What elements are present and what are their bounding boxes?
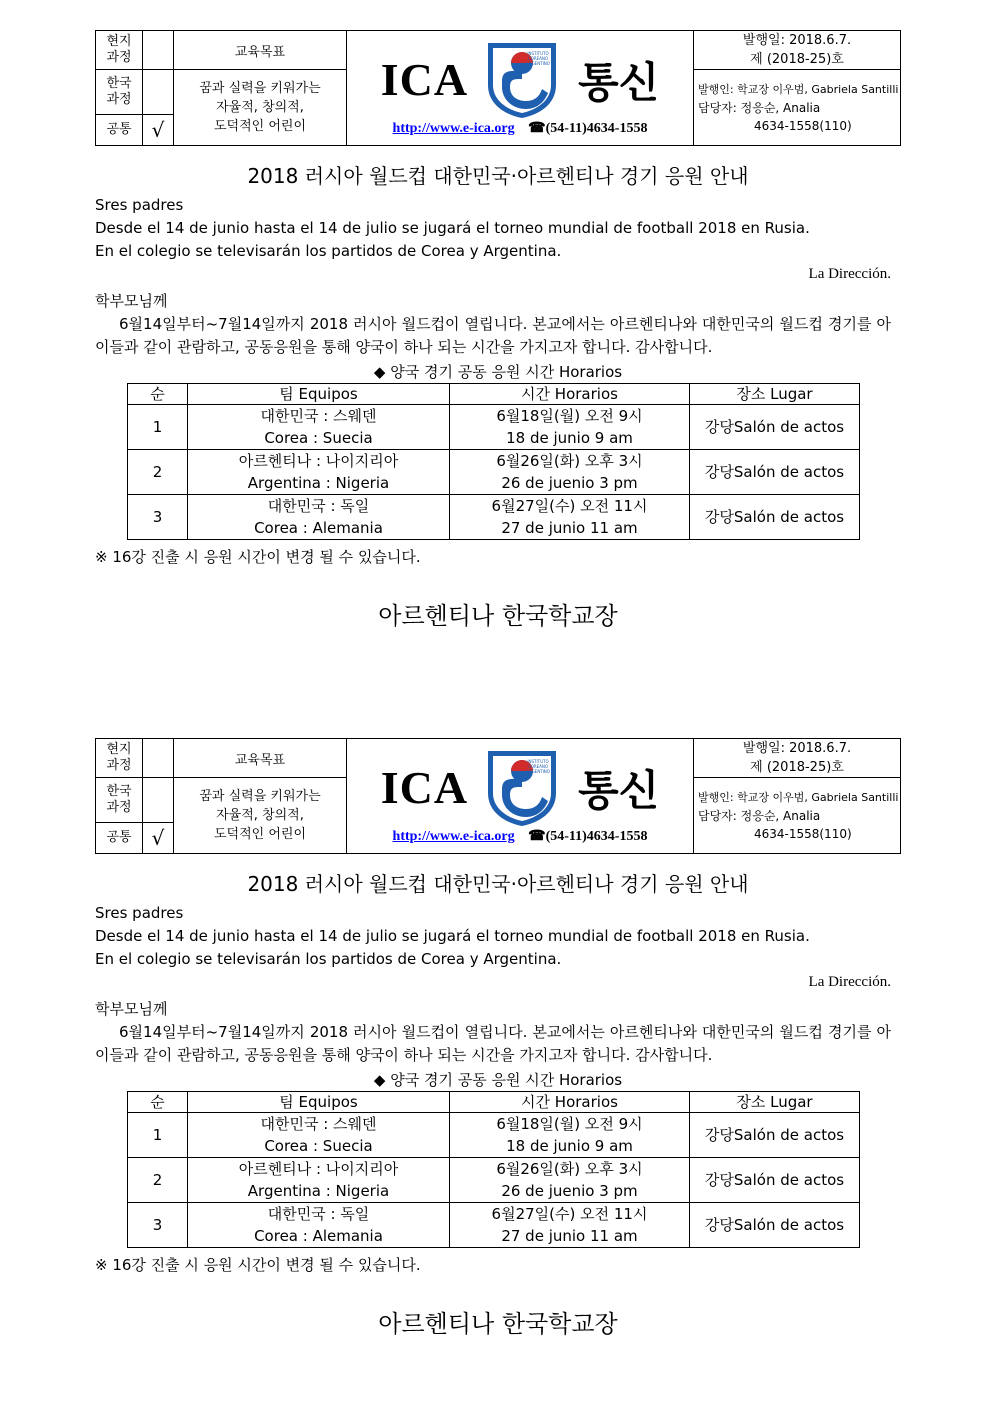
- course-label-korean: 한국 과정: [96, 70, 143, 115]
- ica-emblem-logo: [486, 749, 558, 827]
- publication-box: [694, 31, 901, 70]
- column-header: 장소 Lugar: [690, 384, 860, 405]
- time-kr: 6월18일(월) 오전 9시: [496, 1115, 643, 1133]
- row-number: 3: [128, 1203, 188, 1248]
- time-kr: 6월26일(화) 오후 3시: [496, 1160, 643, 1178]
- goal-text: [174, 70, 347, 146]
- notice-copy-bottom: [95, 738, 901, 1339]
- checkbox-common: √: [143, 823, 174, 854]
- column-header: 팀 Equipos: [188, 1092, 450, 1113]
- match-time: [450, 495, 690, 540]
- goal-line: 도덕적인 어린이: [213, 827, 307, 842]
- column-header: 시간 Horarios: [450, 384, 690, 405]
- notice-sheet: [95, 30, 901, 631]
- brand-name: ICA: [380, 54, 469, 105]
- svg-text:ARGENTINO: ARGENTINO: [526, 60, 551, 66]
- match-place: 강당Salón de actos: [690, 495, 860, 540]
- korean-body: 6월14일부터~7월14일까지 2018 러시아 월드컵이 열립니다. 본교에서는 아르헨티나와 대한민국의 월드컵 경기를 아이들과 같이 관람하고, 공동응원을 통해 양국이 하나 되는 시간을 가지고자 합니다. 감사합니다.: [95, 315, 891, 356]
- team-es: Argentina : Nigeria: [247, 1182, 390, 1200]
- match-time: [450, 1158, 690, 1203]
- goal-line: 꿈과 실력을 키워가는: [199, 81, 321, 96]
- goal-line: 도덕적인 어린이: [213, 119, 307, 134]
- match-place: 강당Salón de actos: [690, 405, 860, 450]
- match-time: [450, 1113, 690, 1158]
- spanish-greeting: Sres padres: [95, 196, 184, 214]
- time-es: 18 de junio 9 am: [506, 429, 633, 447]
- match-place: 강당Salón de actos: [690, 1113, 860, 1158]
- contact-line: [347, 828, 693, 845]
- row-number: 1: [128, 1113, 188, 1158]
- match-time: [450, 450, 690, 495]
- table-row: [128, 405, 860, 450]
- phone-number: ☎(54-11)4634-1558: [528, 828, 648, 844]
- course-label-common: 공통: [96, 115, 143, 146]
- notice-copy-top: [95, 30, 901, 631]
- goal-line: 자율적, 창의적,: [216, 808, 304, 823]
- issue-number: 제 (2018-25)호: [750, 760, 844, 775]
- ica-emblem-logo: [486, 41, 558, 119]
- checkbox-local: [143, 31, 174, 70]
- korean-greeting: 학부모님께: [95, 292, 168, 310]
- table-header-row: [128, 1092, 860, 1113]
- svg-text:ARGENTINO: ARGENTINO: [526, 768, 551, 774]
- svg-text:INSTITUTO: INSTITUTO: [527, 50, 549, 56]
- time-kr: 6월27일(수) 오전 11시: [491, 497, 648, 515]
- course-label-local: 현지 과정: [96, 31, 143, 70]
- table-row: [128, 495, 860, 540]
- spanish-line: En el colegio se televisarán los partidos de Corea y Argentina.: [95, 242, 562, 260]
- match-teams: [188, 495, 450, 540]
- match-place: 강당Salón de actos: [690, 1203, 860, 1248]
- course-label-common: 공통: [96, 823, 143, 854]
- newsletter-word: 통신: [578, 765, 660, 815]
- spanish-section: [95, 194, 901, 286]
- publication-date: 발행일: 2018.6.7.: [742, 741, 852, 756]
- schedule-title: ◆ 양국 경기 공동 응원 시간 Horarios: [373, 363, 623, 381]
- table-row: [128, 1158, 860, 1203]
- goal-line: 자율적, 창의적,: [216, 100, 304, 115]
- team-kr: 아르헨티나 : 나이지리아: [238, 1160, 399, 1178]
- spanish-signoff: La Dirección.: [808, 266, 891, 282]
- column-header: 팀 Equipos: [188, 384, 450, 405]
- table-row: [128, 1203, 860, 1248]
- team-es: Corea : Alemania: [254, 1227, 383, 1245]
- newsletter-word: 통신: [578, 57, 660, 107]
- course-label-korean: 한국 과정: [96, 778, 143, 823]
- column-header: 장소 Lugar: [690, 1092, 860, 1113]
- column-header: 순: [128, 1092, 188, 1113]
- spanish-line: En el colegio se televisarán los partidos de Corea y Argentina.: [95, 950, 562, 968]
- team-kr: 대한민국 : 독일: [267, 497, 370, 515]
- goal-line: 꿈과 실력을 키워가는: [199, 789, 321, 804]
- spanish-section: [95, 902, 901, 994]
- publication-box: [694, 739, 901, 778]
- goal-title: 교육목표: [174, 31, 347, 70]
- notice-title: 2018 러시아 월드컵 대한민국·아르헨티나 경기 응원 안내: [247, 164, 749, 188]
- team-kr: 대한민국 : 스웨덴: [260, 407, 377, 425]
- publisher-box: [694, 778, 901, 854]
- contact-person: 담당자: 정응순, Analia: [698, 808, 821, 823]
- publisher-box: [694, 70, 901, 146]
- svg-text:COREANO: COREANO: [528, 763, 549, 769]
- row-number: 2: [128, 1158, 188, 1203]
- svg-text:COREANO: COREANO: [528, 55, 549, 61]
- row-number: 3: [128, 495, 188, 540]
- match-teams: [188, 450, 450, 495]
- match-place: 강당Salón de actos: [690, 450, 860, 495]
- team-kr: 대한민국 : 독일: [267, 1205, 370, 1223]
- spanish-line: Desde el 14 de junio hasta el 14 de julio se jugará el torneo mundial de football 2018 en Rusia.: [95, 927, 810, 945]
- time-kr: 6월27일(수) 오전 11시: [491, 1205, 648, 1223]
- contact-phone: 4634-1558(110): [754, 826, 852, 841]
- schedule-note: ※ 16강 진출 시 응원 시간이 변경 될 수 있습니다.: [95, 1256, 421, 1274]
- time-es: 27 de junio 11 am: [501, 519, 638, 537]
- column-header: 순: [128, 384, 188, 405]
- korean-section: [95, 998, 901, 1067]
- schedule-title: ◆ 양국 경기 공동 응원 시간 Horarios: [373, 1071, 623, 1089]
- notice-sheet: [95, 738, 901, 1339]
- issue-number: 제 (2018-25)호: [750, 52, 844, 67]
- contact-person: 담당자: 정응순, Analia: [698, 100, 821, 115]
- match-teams: [188, 1158, 450, 1203]
- phone-number: ☎(54-11)4634-1558: [528, 120, 648, 136]
- checkbox-local: [143, 739, 174, 778]
- schedule-table: [127, 1091, 860, 1248]
- time-es: 26 de juenio 3 pm: [501, 474, 638, 492]
- time-es: 18 de junio 9 am: [506, 1137, 633, 1155]
- match-time: [450, 405, 690, 450]
- match-teams: [188, 1113, 450, 1158]
- schedule-note: ※ 16강 진출 시 응원 시간이 변경 될 수 있습니다.: [95, 548, 421, 566]
- website-link[interactable]: http://www.e-ica.org: [392, 828, 515, 844]
- column-header: 시간 Horarios: [450, 1092, 690, 1113]
- row-number: 2: [128, 450, 188, 495]
- match-teams: [188, 405, 450, 450]
- team-es: Corea : Alemania: [254, 519, 383, 537]
- time-es: 26 de juenio 3 pm: [501, 1182, 638, 1200]
- time-kr: 6월26일(화) 오후 3시: [496, 452, 643, 470]
- contact-phone: 4634-1558(110): [754, 118, 852, 133]
- spanish-signoff: La Dirección.: [808, 974, 891, 990]
- publication-date: 발행일: 2018.6.7.: [742, 33, 852, 48]
- publisher: 발행인: 학교장 이우범, Gabriela Santilli: [698, 790, 899, 804]
- newsletter-header: [95, 30, 901, 146]
- table-row: [128, 1113, 860, 1158]
- checkbox-common: √: [143, 115, 174, 146]
- goal-title: 교육목표: [174, 739, 347, 778]
- korean-body: 6월14일부터~7월14일까지 2018 러시아 월드컵이 열립니다. 본교에서는 아르헨티나와 대한민국의 월드컵 경기를 아이들과 같이 관람하고, 공동응원을 통해 양국이 하나 되는 시간을 가지고자 합니다. 감사합니다.: [95, 1023, 891, 1064]
- checkbox-korean: [143, 70, 174, 115]
- match-time: [450, 1203, 690, 1248]
- time-es: 27 de junio 11 am: [501, 1227, 638, 1245]
- checkbox-korean: [143, 778, 174, 823]
- course-label-local: 현지 과정: [96, 739, 143, 778]
- masthead: [347, 31, 694, 146]
- notice-title: 2018 러시아 월드컵 대한민국·아르헨티나 경기 응원 안내: [247, 872, 749, 896]
- team-kr: 아르헨티나 : 나이지리아: [238, 452, 399, 470]
- table-row: [128, 450, 860, 495]
- brand-name: ICA: [380, 762, 469, 813]
- contact-line: [347, 120, 693, 137]
- newsletter-header: [95, 738, 901, 854]
- team-kr: 대한민국 : 스웨덴: [260, 1115, 377, 1133]
- principal-signature: 아르헨티나 한국학교장: [378, 1310, 618, 1338]
- row-number: 1: [128, 405, 188, 450]
- spanish-line: Desde el 14 de junio hasta el 14 de julio se jugará el torneo mundial de football 2018 en Rusia.: [95, 219, 810, 237]
- spanish-greeting: Sres padres: [95, 904, 184, 922]
- team-es: Argentina : Nigeria: [247, 474, 390, 492]
- team-es: Corea : Suecia: [264, 1137, 373, 1155]
- svg-text:INSTITUTO: INSTITUTO: [527, 758, 549, 764]
- korean-greeting: 학부모님께: [95, 1000, 168, 1018]
- time-kr: 6월18일(월) 오전 9시: [496, 407, 643, 425]
- schedule-table: [127, 383, 860, 540]
- match-teams: [188, 1203, 450, 1248]
- publisher: 발행인: 학교장 이우범, Gabriela Santilli: [698, 82, 899, 96]
- principal-signature: 아르헨티나 한국학교장: [378, 602, 618, 630]
- korean-section: [95, 290, 901, 359]
- team-es: Corea : Suecia: [264, 429, 373, 447]
- masthead: [347, 739, 694, 854]
- match-place: 강당Salón de actos: [690, 1158, 860, 1203]
- goal-text: [174, 778, 347, 854]
- website-link[interactable]: http://www.e-ica.org: [392, 120, 515, 136]
- table-header-row: [128, 384, 860, 405]
